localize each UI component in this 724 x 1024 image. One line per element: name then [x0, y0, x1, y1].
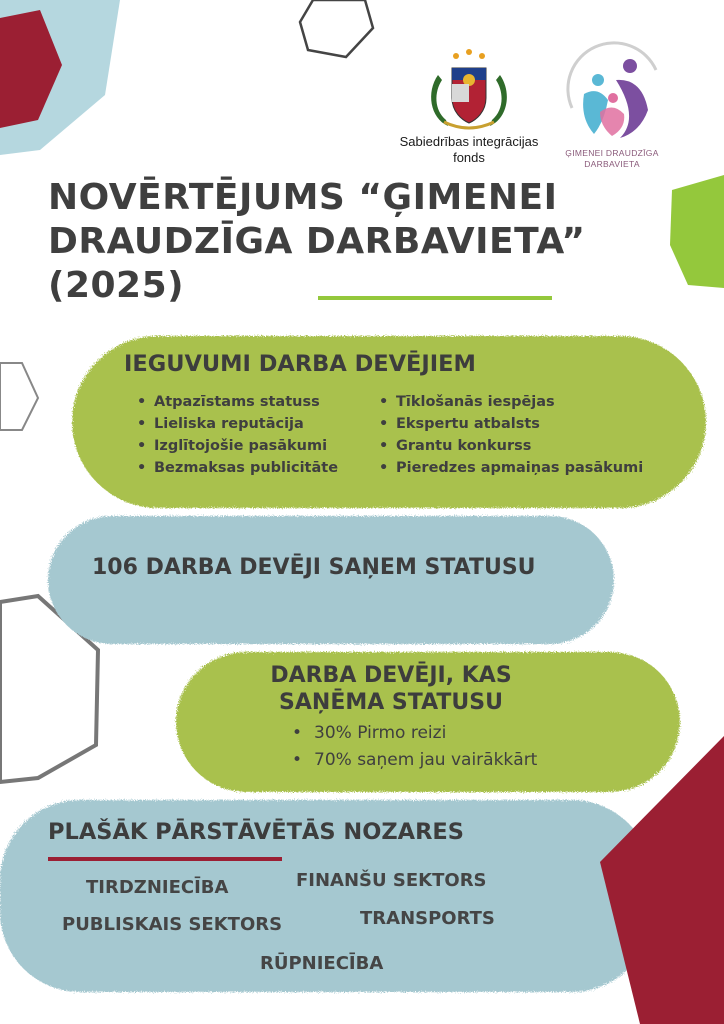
sector-trade: TIRDZNIECĪBA — [86, 877, 229, 898]
gdd-logo-caption — [562, 148, 662, 170]
sector-transport: TRANSPORTS — [360, 908, 495, 929]
outline-hexagon-top — [300, 0, 373, 57]
benefit-item: • Ekspertu atbalsts — [376, 413, 643, 435]
gdd-caption-line2: DARBAVIETA — [584, 159, 640, 169]
sector-finance: FINANŠU SEKTORS — [296, 870, 487, 891]
lime-hexagon-right — [670, 175, 724, 288]
benefit-item: • Lieliska reputācija — [134, 413, 338, 435]
status-count-text: 106 DARBA DEVĒJI SAŅEM STATUSU — [92, 555, 536, 580]
family-friendly-logo-icon — [568, 43, 656, 138]
benefits-list-right — [376, 391, 643, 479]
employers-heading-line2: SAŅĒMA STATUSU — [279, 690, 503, 715]
page-title — [48, 176, 608, 308]
gdd-caption-line1: ĢIMENEI DRAUDZĪGA — [565, 148, 659, 158]
employers-heading — [246, 662, 536, 716]
sector-public: PUBLISKAIS SEKTORS — [62, 914, 283, 935]
benefit-item: • Grantu konkurss — [376, 435, 643, 457]
sectors-heading: PLAŠĀK PĀRSTĀVĒTĀS NOZARES — [48, 819, 464, 845]
employers-item: • 30% Pirmo reizi — [288, 720, 537, 747]
outline-hexagon-left-small — [0, 363, 38, 430]
employers-list — [288, 720, 537, 774]
sector-industry: RŪPNIECĪBA — [260, 953, 384, 974]
benefit-item: • Pieredzes apmaiņas pasākumi — [376, 457, 643, 479]
title-line-1: NOVĒRTĒJUMS “ĢIMENEI — [48, 177, 558, 218]
benefit-item: • Bezmaksas publicitāte — [134, 457, 338, 479]
benefits-list-left — [134, 391, 338, 479]
sif-caption-line1: Sabiedrības integrācijas — [399, 134, 539, 149]
sectors-underline — [48, 857, 282, 861]
sif-caption-line2: fonds — [453, 150, 485, 165]
employers-item: • 70% saņem jau vairākkārt — [288, 747, 537, 774]
sif-logo-caption — [392, 134, 546, 166]
benefit-item: • Izglītojošie pasākumi — [134, 435, 338, 457]
benefit-item: • Tīklošanās iespējas — [376, 391, 643, 413]
benefits-heading: IEGUVUMI DARBA DEVĒJIEM — [124, 351, 476, 377]
benefit-item: • Atpazīstams statuss — [134, 391, 338, 413]
employers-heading-line1: DARBA DEVĒJI, KAS — [270, 663, 512, 688]
title-line-3: (2025) — [48, 265, 185, 306]
coat-of-arms-icon — [431, 49, 507, 128]
title-line-2: DRAUDZĪGA DARBAVIETA” — [48, 221, 586, 262]
